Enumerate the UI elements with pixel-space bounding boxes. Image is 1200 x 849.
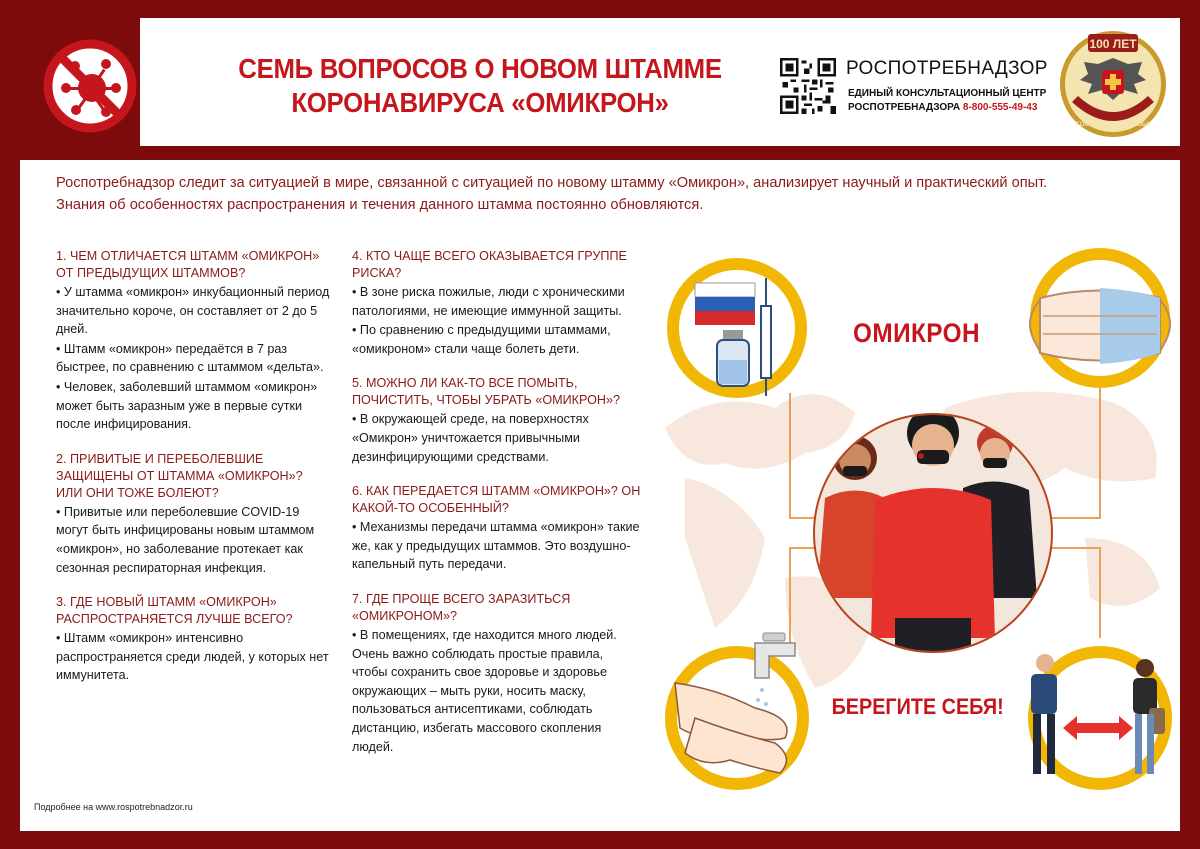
intro-text — [56, 172, 1156, 216]
question-block — [56, 594, 331, 685]
page-title — [204, 52, 756, 120]
answer-item: • Штамм «омикрон» передаётся в 7 раз быстрее, по сравнению с штаммом «дельта». — [56, 341, 324, 375]
emblem-text-top: 100 ЛЕТ — [1089, 37, 1137, 51]
intro-line-1: Роспотребнадзор следит за ситуацией в мире, связанной с ситуацией по новому штамму «Омикрон», анализирует научный и практический опыт. — [56, 175, 1048, 191]
answer-item: • В помещениях, где находится много людей. Очень важно соблюдать простые правила, чтобы сохранить свое здоровье и здоровье окружающих – мыть руки, носить маску, пользоваться антисептиками, соблюдать дистанцию, избегать массового скопления людей. — [352, 627, 617, 754]
question-title: 1. ЧЕМ ОТЛИЧАЕТСЯ ШТАММ «ОМИКРОН» ОТ ПРЕДЫДУЩИХ ШТАММОВ? — [56, 249, 320, 280]
intro-line-2: Знания об особенностях распространения и течения данного штамма постоянно обновляются. — [56, 197, 704, 213]
title-line-2: КОРОНАВИРУСА «ОМИКРОН» — [291, 87, 669, 118]
hotline-phone: 8-800-555-49-43 — [962, 102, 1038, 113]
answer-item: • У штамма «омикрон» инкубационный период значительно короче, он составляет от 2 до 5 дней. — [56, 285, 330, 337]
question-title: 7. ГДЕ ПРОЩЕ ВСЕГО ЗАРАЗИТЬСЯ «ОМИКРОНОМ»? — [352, 591, 571, 623]
qr-code-icon — [780, 58, 836, 114]
emblem-icon — [1058, 28, 1168, 140]
title-line-1: СЕМЬ ВОПРОСОВ О НОВОМ ШТАММЕ — [238, 53, 722, 84]
answer-item: • Привитые или переболевшие COVID-19 могут быть инфицированы новым штаммом «омикрон», но заболевание протекает как сезонная респираторная инфекция. — [56, 504, 315, 575]
questions-column-2 — [352, 248, 642, 773]
answer-item: • Штамм «омикрон» интенсивно распространяется среди людей, у которых нет иммунитета. — [56, 631, 329, 683]
question-block — [56, 451, 331, 577]
answer-item: • В окружающей среде, на поверхностях «Омикрон» уничтожается привычными дезинфицирующими средствами. — [352, 412, 589, 464]
poster — [20, 18, 1180, 831]
question-title: 3. ГДЕ НОВЫЙ ШТАММ «ОМИКРОН» РАСПРОСТРАНЯЕТСЯ ЛУЧШЕ ВСЕГО? — [56, 595, 293, 627]
agency-hotline — [848, 102, 1037, 113]
question-block — [352, 591, 642, 756]
question-title: 4. КТО ЧАЩЕ ВСЕГО ОКАЗЫВАЕТСЯ ГРУППЕ РИСКА? — [352, 249, 627, 280]
answer-item: • В зоне риска пожилые, люди с хроническими патологиями, не имеющие иммунной защиты. — [352, 285, 625, 318]
emblem-text-bottom: ГОССАНЭПИДСЛУЖБА — [1076, 121, 1150, 128]
question-title: 2. ПРИВИТЫЕ И ПЕРЕБОЛЕВШИЕ ЗАЩИЩЕНЫ ОТ ШТАММА «ОМИКРОН»? ИЛИ ОНИ ТОЖЕ БОЛЕЮТ? — [56, 451, 303, 500]
agency-subtitle-2: РОСПОТРЕБНАДЗОРА — [848, 102, 961, 113]
mask-icon — [1030, 248, 1170, 388]
distance-icon — [1028, 646, 1172, 790]
answer-item: • Механизмы передачи штамма «омикрон» такие же, как у предыдущих штаммов. Это воздушно-капельный путь передачи. — [352, 520, 640, 572]
handwash-icon — [665, 633, 809, 790]
question-title: 6. КАК ПЕРЕДАЕТСЯ ШТАММ «ОМИКРОН»? ОН КАКОЙ-ТО ОСОБЕННЫЙ? — [352, 484, 641, 516]
agency-name: РОСПОТРЕБНАДЗОР — [846, 58, 1048, 79]
vaccine-icon — [667, 258, 807, 398]
question-title: 5. МОЖНО ЛИ КАК-ТО ВСЕ ПОМЫТЬ, ПОЧИСТИТЬ, ЧТОБЫ УБРАТЬ «ОМИКРОН»? — [352, 376, 621, 408]
question-block — [352, 248, 642, 358]
question-block — [56, 248, 331, 434]
omicron-label: ОМИКРОН — [853, 318, 980, 348]
questions-column-1 — [56, 248, 331, 702]
footer-link[interactable]: Подробнее на www.rospotrebnadzor.ru — [34, 802, 193, 812]
header-divider — [20, 146, 1180, 160]
take-care-label: БЕРЕГИТЕ СЕБЯ! — [831, 694, 1004, 719]
answer-item: • По сравнению с предыдущими штаммами, «омикроном» стали чаще болеть дети. — [352, 323, 611, 356]
no-virus-icon — [40, 36, 140, 136]
answer-item: • Человек, заболевший штаммом «омикрон» может быть заразным уже в первые сутки после инфицирования. — [56, 379, 318, 432]
question-block — [352, 483, 642, 574]
question-block — [352, 375, 642, 466]
agency-subtitle: ЕДИНЫЙ КОНСУЛЬТАЦИОННЫЙ ЦЕНТР — [848, 88, 1047, 99]
